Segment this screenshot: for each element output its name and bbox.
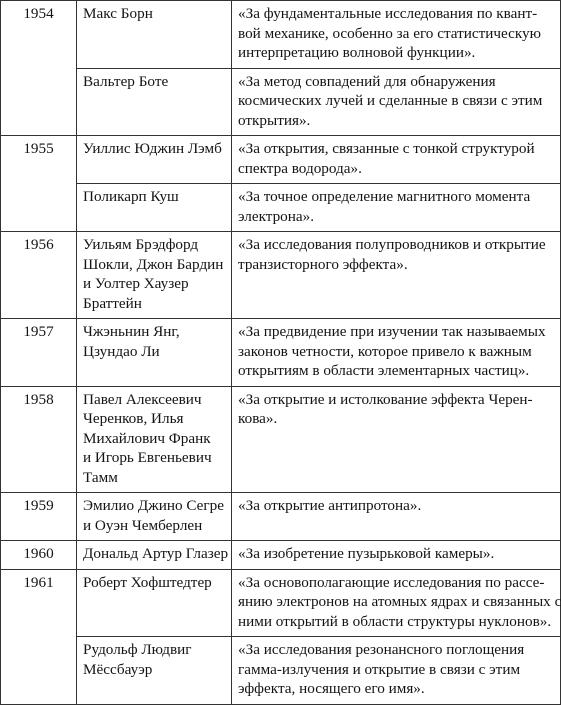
motivation-line: «За открытия, связанные с тонкой структурой xyxy=(238,140,535,157)
laureate-line: Цзундао Ли xyxy=(83,342,160,360)
motivation-line: кова». xyxy=(238,410,278,427)
motivation-line: «За исследования резонансного поглощения xyxy=(238,641,525,658)
laureate-line: Эмилио Джино Сегре xyxy=(83,497,224,514)
year-text: 1957 xyxy=(23,323,54,340)
table-row xyxy=(1,637,561,705)
motivation-line: гамма-излучения и открытие в связи с этим xyxy=(238,660,521,678)
motivation-cell xyxy=(232,319,561,387)
laureate-line: Вальтер Боте xyxy=(83,72,169,90)
year-cell xyxy=(1,319,77,387)
laureate-cell xyxy=(77,319,232,387)
laureate-cell xyxy=(77,493,232,541)
laureate-line: и Игорь Евгеньевич xyxy=(83,449,212,466)
laureate-line: Чжэньнин Янг, xyxy=(83,323,180,340)
table-row xyxy=(1,232,561,319)
year-text: 1955 xyxy=(23,140,54,157)
year-text: 1956 xyxy=(23,236,54,253)
motivation-cell xyxy=(232,232,561,319)
year-text: 1954 xyxy=(23,5,54,22)
table-row xyxy=(1,1,561,69)
laureate-line: Уильям Брэдфорд xyxy=(83,236,199,253)
year-cell xyxy=(1,136,77,184)
laureate-line: Дональд Артур Глазер xyxy=(83,545,229,562)
laureate-line: Черенков, Илья xyxy=(83,410,184,427)
motivation-line: «За открытие антипротона». xyxy=(238,497,422,514)
motivation-line: «За точное определение магнитного момента xyxy=(238,188,531,205)
motivation-line: «За изобретение пузырьковой камеры». xyxy=(238,545,495,562)
motivation-cell xyxy=(232,569,561,637)
table-row xyxy=(1,541,561,570)
motivation-line: вой механике, особенно за его статистическую xyxy=(238,24,541,42)
motivation-line: законов четности, которое привело к важным xyxy=(238,342,532,360)
motivation-line: «За исследования полупроводников и открытие xyxy=(238,236,546,253)
motivation-line: эффекта, носящего его имя». xyxy=(238,680,425,697)
year-cell xyxy=(1,541,77,570)
table-row xyxy=(1,68,561,136)
laureate-line: Павел Алексеевич xyxy=(83,390,202,408)
year-cell xyxy=(1,493,77,541)
laureate-cell xyxy=(77,136,232,184)
motivation-cell xyxy=(232,493,561,541)
motivation-cell xyxy=(232,541,561,570)
laureate-cell xyxy=(77,68,232,136)
motivation-line: «За метод совпадений для обнаружения xyxy=(238,72,496,90)
year-cell xyxy=(1,569,77,637)
laureate-line: Мёссбауэр xyxy=(83,660,153,678)
motivation-cell xyxy=(232,68,561,136)
motivation-line: «За основополагающие исследования по рассе- xyxy=(238,573,545,591)
laureate-cell xyxy=(77,637,232,705)
motivation-line: открытиям в области элементарных частиц». xyxy=(238,362,530,379)
laureate-line: и Оуэн Чемберлен xyxy=(83,516,203,534)
table-row xyxy=(1,319,561,387)
laureate-cell xyxy=(77,232,232,319)
table-body xyxy=(1,1,561,705)
laureate-line: Уиллис Юджин Лэмб xyxy=(83,140,222,157)
table-row xyxy=(1,569,561,637)
year-cell xyxy=(1,232,77,319)
year-cell xyxy=(1,68,77,136)
motivation-cell xyxy=(232,1,561,69)
year-cell xyxy=(1,1,77,69)
motivation-cell xyxy=(232,136,561,184)
motivation-line: янию электронов на атомных ядрах и связанных с xyxy=(238,593,561,610)
motivation-cell xyxy=(232,184,561,232)
laureate-line: Шокли, Джон Бардин xyxy=(83,255,224,273)
laureate-line: Поликарп Куш xyxy=(83,188,179,205)
motivation-cell xyxy=(232,637,561,705)
laureate-cell xyxy=(77,569,232,637)
motivation-line: транзисторного эффекта». xyxy=(238,255,408,273)
year-text: 1960 xyxy=(23,545,54,562)
motivation-line: «За предвидение при изучении так называемых xyxy=(238,323,546,340)
motivation-line: ними открытий в области структуры нуклонов». xyxy=(238,612,552,630)
laureate-cell xyxy=(77,386,232,493)
year-cell xyxy=(1,637,77,705)
motivation-line: «За фундаментальные исследования по квант- xyxy=(238,5,538,22)
laureate-cell xyxy=(77,184,232,232)
motivation-line: интерпретацию волновой функции». xyxy=(238,44,476,61)
year-text: 1958 xyxy=(23,390,54,408)
laureate-cell xyxy=(77,541,232,570)
laureate-line: Рудольф Людвиг xyxy=(83,641,192,658)
laureate-line: Браттейн xyxy=(83,294,142,312)
motivation-cell xyxy=(232,386,561,493)
table-row xyxy=(1,184,561,232)
motivation-line: открытия». xyxy=(238,111,311,129)
table-row xyxy=(1,386,561,493)
motivation-line: спектра водорода». xyxy=(238,159,362,177)
laureate-line: Тамм xyxy=(83,468,118,486)
motivation-line: космических лучей и сделанные в связи с этим xyxy=(238,92,543,109)
laureate-line: Макс Борн xyxy=(83,5,153,22)
year-cell xyxy=(1,184,77,232)
motivation-line: «За открытие и истолкование эффекта Черен- xyxy=(238,390,533,408)
laureate-line: Роберт Хофштедтер xyxy=(83,573,212,591)
year-text: 1961 xyxy=(23,573,54,591)
year-text: 1959 xyxy=(23,497,54,514)
laureate-line: и Уолтер Хаузер xyxy=(83,275,189,292)
laureate-line: Михайлович Франк xyxy=(83,429,211,447)
laureate-cell xyxy=(77,1,232,69)
table-row xyxy=(1,136,561,184)
table-row xyxy=(1,493,561,541)
motivation-line: электрона». xyxy=(238,207,315,225)
year-cell xyxy=(1,386,77,493)
